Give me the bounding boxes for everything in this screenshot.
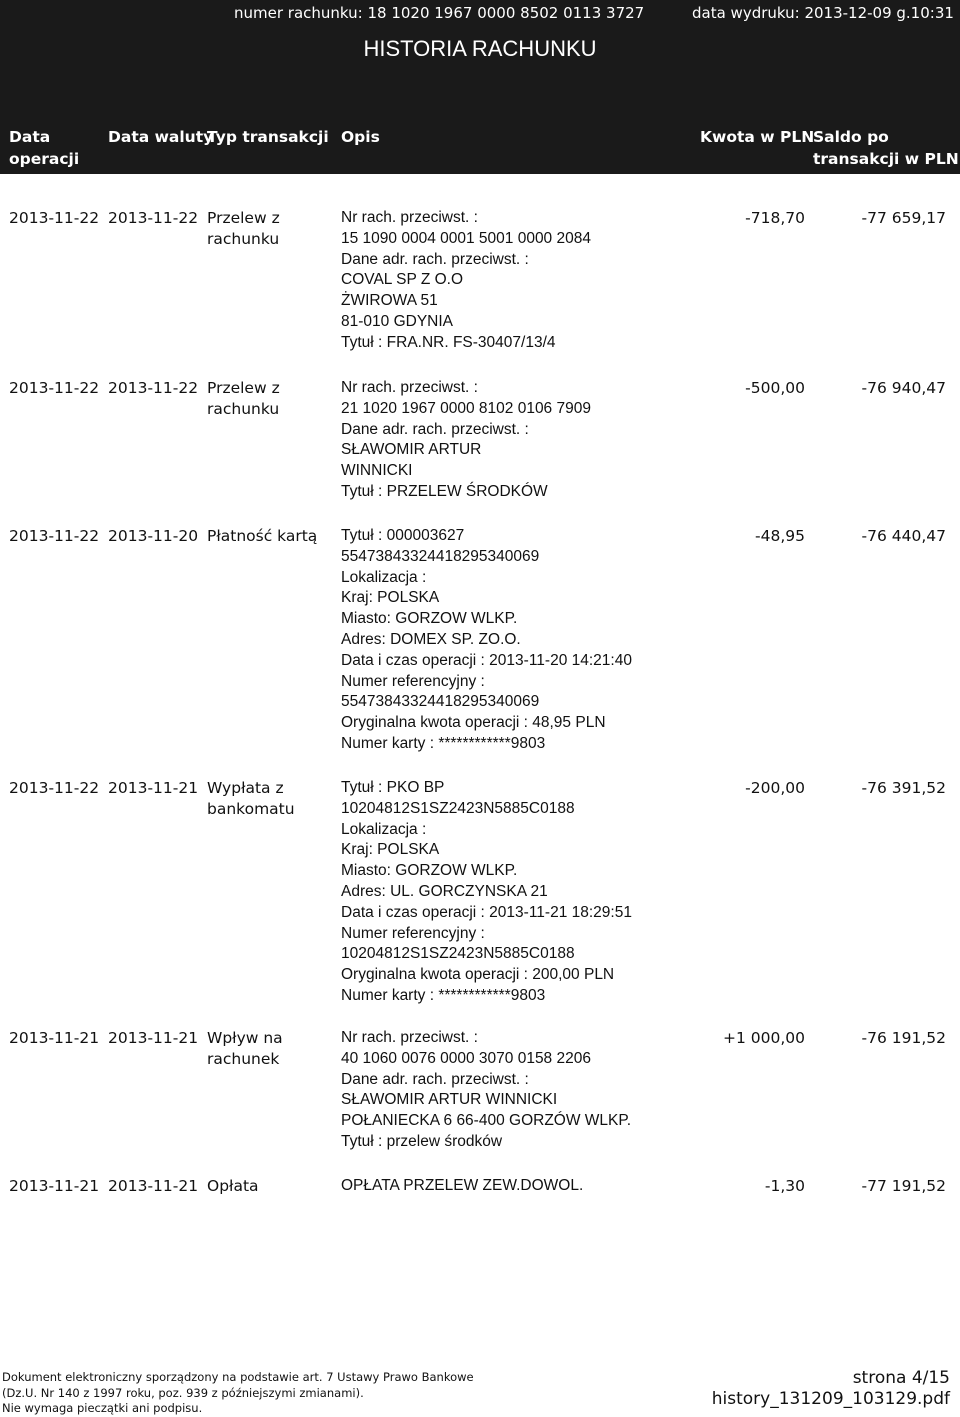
transaction-description-line: Numer karty : ************9803	[341, 734, 546, 752]
page-title: HISTORIA RACHUNKU	[363, 36, 597, 61]
transaction-date: 2013-11-22	[9, 527, 100, 545]
column-header-amount: Kwota w PLN	[700, 128, 815, 146]
print-date: data wydruku: 2013-12-09 g.10:31	[692, 4, 954, 22]
transaction-description-line: Miasto: GORZOW WLKP.	[341, 610, 518, 628]
transaction-type-line: Przelew z	[207, 379, 280, 397]
transaction-description-line: Dane adr. rach. przeciwst. :	[341, 1070, 529, 1088]
account-number: numer rachunku: 18 1020 1967 0000 8502 0113 3727	[234, 4, 645, 22]
transaction-description-line: Tytuł : FRA.NR. FS-30407/13/4	[341, 333, 556, 351]
transaction-amount: -500,00	[745, 379, 805, 397]
transaction-description-line: Nr rach. przeciwst. :	[341, 209, 478, 226]
transaction-amount: -200,00	[745, 779, 805, 797]
transaction-description-line: Miasto: GORZOW WLKP.	[341, 862, 518, 880]
transaction-description-line: SŁAWOMIR ARTUR WINNICKI	[341, 1091, 558, 1109]
transaction-description-line: Adres: UL. GORCZYNSKA 21	[341, 882, 548, 900]
transaction-description-line: 10204812S1SZ2423N5885C0188	[341, 945, 575, 963]
transaction-description-line: Tytuł : 000003627	[341, 527, 465, 544]
legal-note: Dokument elektroniczny sporządzony na podstawie art. 7 Ustawy Prawo Bankowe (Dz.U. Nr 140 z 1997 roku, poz. 939 z późniejszymi zmianami). Nie wymaga pieczątki ani podpisu.	[2, 1370, 474, 1415]
transaction-value-date: 2013-11-21	[108, 1029, 199, 1047]
transaction-type	[207, 526, 327, 547]
transaction-description	[341, 208, 701, 354]
transaction-balance: -76 391,52	[861, 779, 946, 797]
transaction-description	[341, 1028, 701, 1153]
transaction-description-line: Nr rach. przeciwst. :	[341, 379, 478, 396]
transaction-type-line: Płatność kartą	[207, 527, 318, 545]
transaction-type-line: rachunku	[207, 399, 280, 418]
transaction-amount: +1 000,00	[722, 1029, 805, 1047]
transaction-description-line: Tytuł : PKO BP	[341, 779, 445, 796]
transaction-description-line: Oryginalna kwota operacji : 48,95 PLN	[341, 714, 606, 732]
transaction-description-line: Kraj: POLSKA	[341, 589, 440, 607]
transaction-description-line: 10204812S1SZ2423N5885C0188	[341, 799, 575, 817]
transaction-description-line: Numer referencyjny :	[341, 672, 485, 690]
transaction-description-line: Lokalizacja :	[341, 568, 427, 586]
transaction-description-line: COVAL SP Z O.O	[341, 271, 464, 289]
transaction-description-line: Dane adr. rach. przeciwst. :	[341, 250, 529, 268]
transaction-description-line: Nr rach. przeciwst. :	[341, 1029, 478, 1046]
transaction-description-line: 55473843324418295340069	[341, 693, 540, 711]
transaction-description-line: Tytuł : PRZELEW ŚRODKÓW	[341, 482, 548, 500]
transaction-description-line: Numer referencyjny :	[341, 924, 485, 942]
transaction-description-line: SŁAWOMIR ARTUR	[341, 441, 482, 459]
transaction-description-line: Lokalizacja :	[341, 820, 427, 838]
transaction-type-line: bankomatu	[207, 799, 295, 818]
transaction-amount: -1,30	[764, 1177, 805, 1195]
transaction-description-line: Data i czas operacji : 2013-11-21 18:29:51	[341, 903, 632, 921]
transaction-type	[207, 378, 327, 420]
transaction-amount: -48,95	[755, 527, 805, 545]
transaction-date: 2013-11-21	[9, 1029, 100, 1047]
transaction-value-date: 2013-11-22	[108, 209, 199, 227]
transaction-description-line: Oryginalna kwota operacji : 200,00 PLN	[341, 966, 615, 984]
transaction-value-date: 2013-11-22	[108, 379, 199, 397]
transaction-type	[207, 778, 327, 820]
transaction-type-line: Wypłata z	[207, 779, 284, 797]
transaction-balance: -76 191,52	[861, 1029, 946, 1047]
transaction-description-line: WINNICKI	[341, 462, 413, 480]
footer	[0, 1362, 960, 1416]
transaction-amount: -718,70	[745, 209, 805, 227]
transaction-description-line: Data i czas operacji : 2013-11-20 14:21:40	[341, 651, 632, 669]
transaction-description-line: 21 1020 1967 0000 8102 0106 7909	[341, 399, 591, 417]
transaction-description-line: POŁANIECKA 6 66-400 GORZÓW WLKP.	[341, 1112, 632, 1130]
transaction-type-line: Wpływ na	[207, 1029, 283, 1047]
transaction-description-line: OPŁATA PRZELEW ZEW.DOWOL.	[341, 1177, 584, 1194]
transaction-description-line: 81-010 GDYNIA	[341, 312, 453, 330]
transaction-type-line: Przelew z	[207, 209, 280, 227]
transaction-date: 2013-11-21	[9, 1177, 100, 1195]
transaction-description-line: Kraj: POLSKA	[341, 841, 440, 859]
transaction-value-date: 2013-11-21	[108, 779, 199, 797]
transaction-description-line: ŻWIROWA 51	[341, 292, 438, 310]
transaction-description-line: Adres: DOMEX SP. ZO.O.	[341, 630, 521, 648]
transaction-balance: -76 440,47	[861, 527, 946, 545]
transaction-type-line: rachunek	[207, 1049, 280, 1068]
transaction-value-date: 2013-11-20	[108, 527, 199, 545]
page-number: strona 4/15	[852, 1368, 950, 1388]
file-name: history_131209_103129.pdf	[711, 1389, 950, 1409]
transaction-description	[341, 378, 701, 503]
transaction-description-line: Dane adr. rach. przeciwst. :	[341, 420, 529, 438]
transaction-balance: -77 659,17	[861, 209, 946, 227]
transaction-description-line: Tytuł : przelew środków	[341, 1132, 503, 1150]
transaction-description	[341, 526, 701, 755]
transaction-balance: -76 940,47	[861, 379, 946, 397]
transaction-date: 2013-11-22	[9, 209, 100, 227]
column-header-balance: Saldo po transakcji w PLN	[813, 128, 959, 168]
column-header-type: Typ transakcji	[207, 128, 329, 146]
transaction-type	[207, 1176, 327, 1197]
transaction-type-line: Opłata	[207, 1177, 259, 1195]
transaction-type-line: rachunku	[207, 229, 280, 248]
transaction-date: 2013-11-22	[9, 379, 100, 397]
transaction-value-date: 2013-11-21	[108, 1177, 199, 1195]
transaction-description-line: 55473843324418295340069	[341, 547, 540, 565]
transaction-balance: -77 191,52	[861, 1177, 946, 1195]
transaction-type	[207, 1028, 327, 1070]
column-header-description: Opis	[341, 128, 380, 146]
column-header-date: Data operacji	[9, 128, 80, 168]
transaction-description-line: 40 1060 0076 0000 3070 0158 2206	[341, 1049, 591, 1067]
transaction-date: 2013-11-22	[9, 779, 100, 797]
transaction-type	[207, 208, 327, 250]
transaction-description-line: 15 1090 0004 0001 5001 0000 2084	[341, 229, 591, 247]
column-header-value-date: Data waluty	[108, 128, 214, 146]
transaction-description-line: Numer karty : ************9803	[341, 986, 546, 1004]
transaction-description	[341, 778, 701, 1007]
transaction-description	[341, 1176, 701, 1197]
header-bar	[0, 0, 960, 174]
